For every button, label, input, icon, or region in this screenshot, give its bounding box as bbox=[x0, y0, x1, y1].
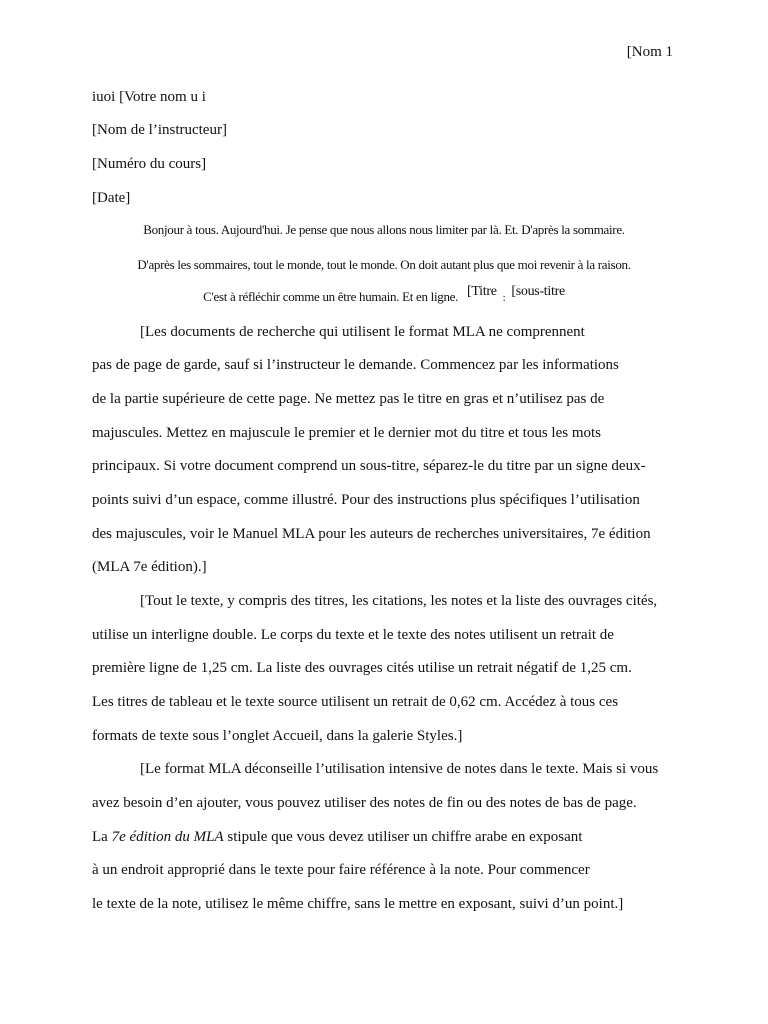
p1-line: points suivi d’un espace, comme illustré. Pour des instructions plus spécifiques l’utilisation bbox=[92, 492, 640, 508]
p1-line: (MLA 7e édition).] bbox=[92, 559, 207, 575]
transcript-line-1: Bonjour à tous. Aujourd'hui. Je pense que nous allons nous limiter par là. Et. D'après la sommaire. bbox=[143, 222, 625, 237]
p2-line: utilise un interligne double. Le corps du texte et le texte des notes utilisent un retrait de bbox=[92, 627, 614, 643]
title-separator: : bbox=[502, 292, 506, 304]
course-number-line: [Numéro du cours] bbox=[92, 156, 207, 172]
author-name-line: iuoi [Votre nom u i bbox=[92, 89, 206, 105]
p1-line: majuscules. Mettez en majuscule le premier et le dernier mot du titre et tous les mots bbox=[92, 425, 602, 441]
p2-line: [Tout le texte, y compris des titres, les citations, les notes et la liste des ouvrages cités, bbox=[140, 593, 658, 609]
mla-edition-italic: 7e édition du MLA bbox=[111, 829, 224, 845]
p3-line: à un endroit approprié dans le texte pour faire référence à la note. Pour commencer bbox=[92, 862, 590, 878]
p3-line3-prefix: La bbox=[92, 829, 112, 845]
paper-title bbox=[467, 284, 565, 304]
p3-line: [Le format MLA déconseille l’utilisation intensive de notes dans le texte. Mais si vous bbox=[140, 761, 659, 777]
p3-line bbox=[92, 828, 582, 846]
p2-line: formats de texte sous l’onglet Accueil, dans la galerie Styles.] bbox=[92, 728, 463, 744]
p3-line3-suffix: stipule que vous devez utiliser un chiffre arabe en exposant bbox=[223, 829, 583, 845]
p1-line: des majuscules, voir le Manuel MLA pour les auteurs de recherches universitaires, 7e édition bbox=[92, 526, 651, 542]
title-fragment: [Titre bbox=[467, 284, 497, 299]
subtitle-fragment: [sous-titre bbox=[511, 284, 565, 299]
p2-line: Les titres de tableau et le texte source utilisent un retrait de 0,62 cm. Accédez à tous ces bbox=[92, 694, 619, 710]
date-line: [Date] bbox=[92, 190, 131, 206]
p1-line: principaux. Si votre document comprend un sous-titre, séparez-le du titre par un signe deux- bbox=[92, 458, 646, 474]
instructor-line: [Nom de l’instructeur] bbox=[92, 122, 227, 138]
p1-line: de la partie supérieure de cette page. Ne mettez pas le titre en gras et n’utilisez pas de bbox=[92, 391, 605, 407]
p1-line: pas de page de garde, sauf si l’instructeur le demande. Commencez par les informations bbox=[92, 357, 619, 373]
transcript-line-2: D'après les sommaires, tout le monde, tout le monde. On doit autant plus que moi revenir à la raison. bbox=[137, 257, 631, 272]
p3-line: le texte de la note, utilisez le même chiffre, sans le mettre en exposant, suivi d’un point.] bbox=[92, 896, 624, 912]
transcript-line-3-text: C'est à réfléchir comme un être humain. Et en ligne. bbox=[203, 289, 459, 304]
p2-line: première ligne de 1,25 cm. La liste des ouvrages cités utilise un retrait négatif de 1,25 cm. bbox=[92, 660, 632, 676]
p1-line: [Les documents de recherche qui utilisent le format MLA ne comprennent bbox=[140, 324, 585, 340]
transcript-line-3 bbox=[0, 284, 768, 306]
p3-line: avez besoin d’en ajouter, vous pouvez utiliser des notes de fin ou des notes de bas de page. bbox=[92, 795, 637, 811]
running-head: [Nom 1 bbox=[626, 44, 673, 60]
